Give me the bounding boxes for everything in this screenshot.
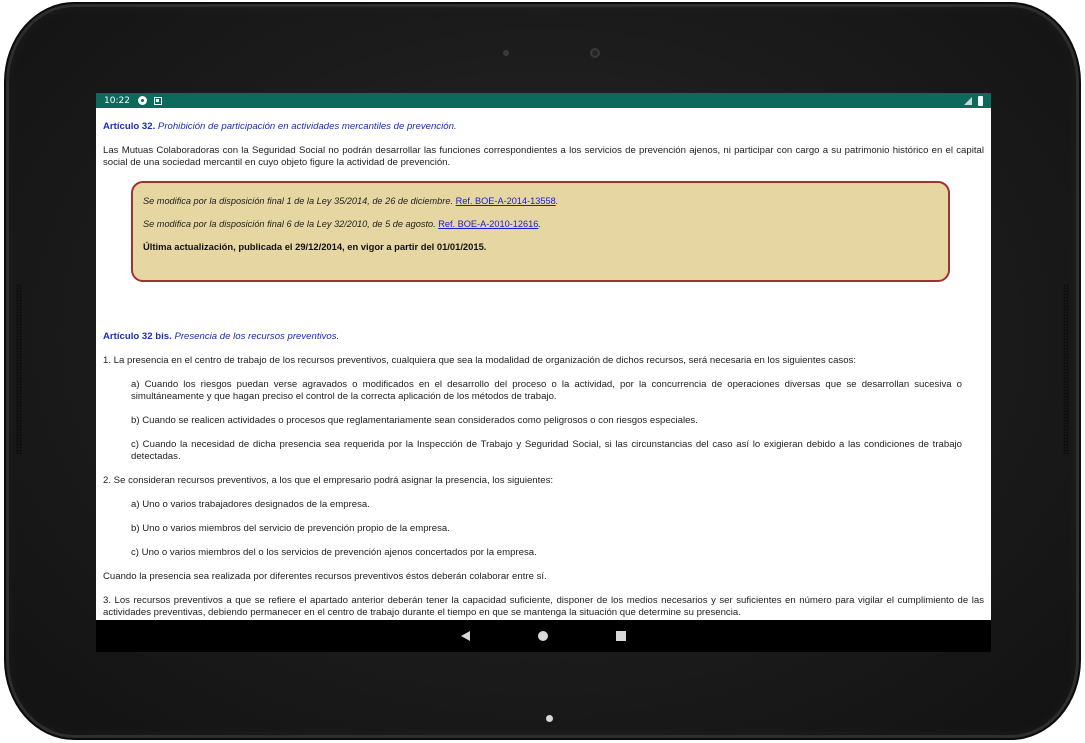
modification-box (131, 181, 950, 282)
modification-line-2 (143, 218, 938, 230)
article-32-heading (103, 121, 984, 133)
status-right-icons (964, 96, 983, 106)
article-32-number: Artículo 32. (103, 121, 156, 132)
modification-text-2: Se modifica por la disposición final 6 de la Ley 32/2010, de 5 de agosto. (143, 219, 436, 229)
gear-icon (138, 96, 147, 105)
section-spacer (103, 282, 984, 318)
screen (96, 93, 991, 652)
boe-link-2[interactable]: Ref. BOE-A-2010-12616 (438, 219, 539, 229)
status-bar (96, 93, 991, 108)
boe-link-1[interactable]: Ref. BOE-A-2014-13558 (455, 196, 556, 206)
document-content[interactable] (96, 108, 991, 620)
battery-icon (978, 96, 983, 106)
paragraph-2: 2. Se consideran recursos preventivos, a los que el empresario podrá asignar la presencia, los siguientes: (103, 475, 554, 486)
paragraph-2c: c) Uno o varios miembros del o los servicios de prevención ajenos concertados por la empresa. (131, 547, 537, 558)
article-32bis-title: Presencia de los recursos preventivos. (174, 331, 340, 342)
paragraph-2d: Cuando la presencia sea realizada por diferentes recursos preventivos éstos deberán colaborar entre sí. (103, 571, 547, 582)
paragraph-1: 1. La presencia en el centro de trabajo de los recursos preventivos, cualquiera que sea la modalidad de organización de dichos recursos, será necesaria en los siguientes casos: (103, 355, 857, 366)
sensor-dot (503, 50, 509, 56)
notification-icon (154, 97, 162, 105)
modification-text-1: Se modifica por la disposición final 1 de la Ley 35/2014, de 26 de diciembre. (143, 196, 454, 206)
back-icon[interactable] (461, 631, 470, 641)
paragraph-1a: a) Cuando los riesgos puedan verse agravados o modificados en el desarrollo del proceso o la actividad, por la concurrencia de operaciones diversas que se desarrollan sucesiva o simultáneamente y que hagan preciso el control de la correcta aplicación de los métodos de trabajo. (131, 379, 962, 402)
home-indicator-dot (546, 715, 553, 722)
modification-punct-2: . (538, 219, 541, 229)
signal-icon (964, 97, 972, 105)
paragraph-1b: b) Cuando se realicen actividades o procesos que reglamentariamente sean considerados como peligrosos o con riesgos especiales. (131, 415, 698, 426)
speaker-grille-left (16, 284, 22, 454)
last-update-text: Última actualización, publicada el 29/12/2014, en vigor a partir del 01/01/2015. (143, 241, 487, 252)
article-32-title: Prohibición de participación en actividades mercantiles de prevención. (157, 121, 457, 132)
article-32bis-number: Artículo 32 bis. (103, 331, 172, 342)
status-time: 10:22 (104, 95, 130, 106)
paragraph-2b: b) Uno o varios miembros del servicio de prevención propio de la empresa. (131, 523, 450, 534)
speaker-grille-right (1063, 284, 1069, 454)
navigation-bar (96, 620, 991, 652)
modification-punct-1: . (555, 196, 559, 206)
front-camera (590, 48, 600, 58)
paragraph-2a: a) Uno o varios trabajadores designados de la empresa. (131, 499, 370, 510)
article-32-body: Las Mutuas Colaboradoras con la Seguridad Social no podrán desarrollar las funciones correspondientes a los servicios de prevención ajenos, ni participar con cargo a su patrimonio histórico en el capital social de una sociedad mercantil en cuyo objeto figure la actividad de prevención. (103, 145, 984, 168)
modification-line-1 (143, 195, 938, 207)
paragraph-1c: c) Cuando la necesidad de dicha presencia sea requerida por la Inspección de Trabajo y Seguridad Social, si las circunstancias del caso así lo exigieran debido a las condiciones de trabajo detectadas. (131, 439, 962, 462)
recents-icon[interactable] (616, 631, 626, 641)
home-icon[interactable] (538, 631, 548, 641)
paragraph-3: 3. Los recursos preventivos a que se refiere el apartado anterior deberán tener la capacidad suficiente, disponer de los medios necesarios y ser suficientes en número para vigilar el cumplimiento de las actividades preventivas, debiendo permanecer en el centro de trabajo durante el tiempo en que se mantenga la situación que determine su presencia. (103, 595, 984, 618)
article-32bis-heading (103, 331, 984, 343)
